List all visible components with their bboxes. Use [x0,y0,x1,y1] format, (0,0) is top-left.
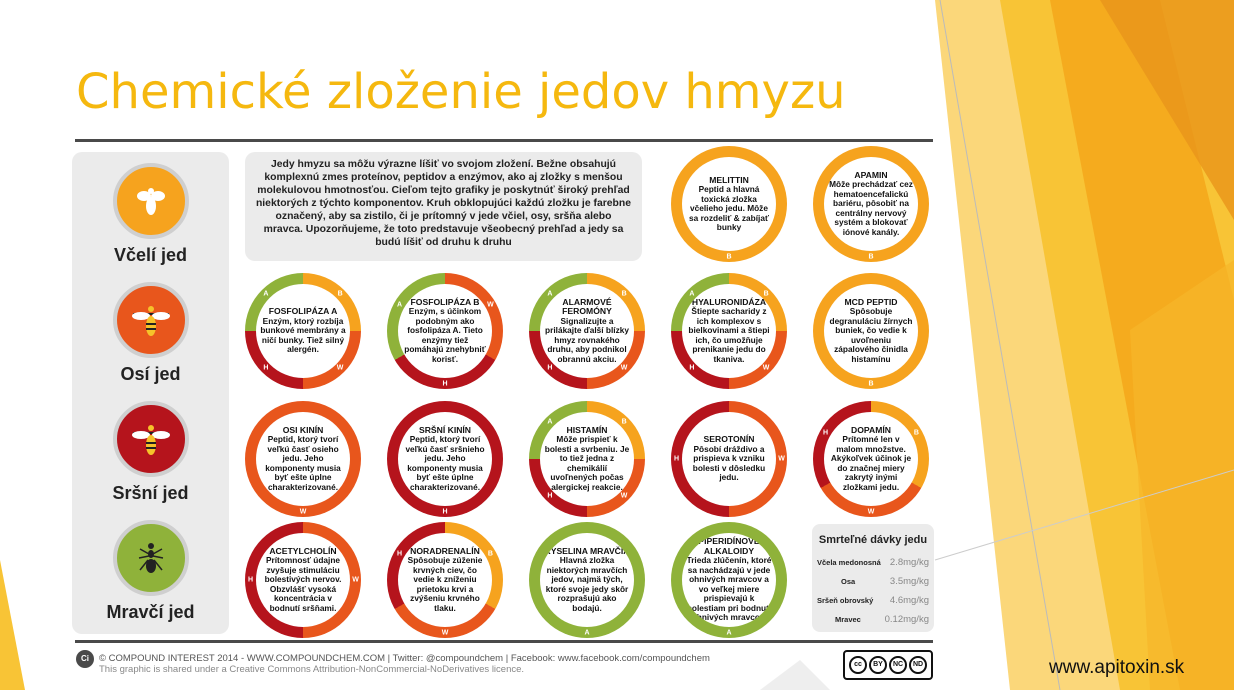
component-ring [387,273,503,389]
component-name: FOSFOLIPÁZA B [410,296,480,307]
component-description: Prítomné len v malom množstve. Akýkoľvek účinok je do značnej miery zakrytý inými zložkami jedu. [830,434,912,492]
venom-tag-H: H [547,364,553,372]
component-ring [387,401,503,517]
venom-tag-W: W [352,576,359,584]
venom-tag-A: A [547,290,553,298]
component-name: ALARMOVÉ FEROMÓNY [562,296,612,317]
component-description: Peptid a hlavná toxická zložka včelieho jedu. Môže sa rozdeliť & zabíjať bunky [689,184,769,232]
venom-tag-H: H [442,508,448,515]
component-ring [671,401,787,517]
component-ring [245,522,361,638]
component-description: Enzým, ktorý rozbíja bunkové membrány a ničí bunky. Tiež silný alergén. [260,315,346,355]
venom-tag-W: W [762,364,770,372]
component-name: PIPERIDÍNOVÉ ALKALOIDY [698,536,760,556]
dose-value: 4.6mg/kg [889,595,929,606]
venom-tag-H: H [442,380,448,387]
component-name: NORADRENALÍN [410,545,480,556]
venom-tag-W: W [299,508,307,515]
venom-tag-B: B [621,418,627,426]
component-name: SRŠNÍ KINÍN [418,424,472,435]
component-content [256,533,350,627]
venom-tag-H: H [397,550,403,558]
venom-bee [72,163,229,266]
cc-by-icon: BY [869,656,887,674]
dose-insect: Sršeň obrovský [817,596,874,605]
venom-ant [72,520,229,623]
component-name: KYSELINA MRAVČIA [544,545,630,556]
venom-tag-A: A [726,629,732,636]
venom-tag-B: B [726,253,732,260]
component-content [398,533,492,627]
component-description: Pôsobí dráždivo a prispieva k vzniku bolesti v dôsledku jedu. [692,443,766,483]
website-link[interactable]: www.apitoxin.sk [1049,657,1185,678]
venom-tag-W: W [336,364,344,372]
component-content [398,412,492,506]
cc-nc-icon: NC [889,656,907,674]
component-name: OSI KINÍN [282,424,324,435]
venom-tag-H: H [823,429,829,437]
venom-tag-B: B [487,550,493,558]
component-content [398,284,492,378]
venom-hornet [72,401,229,504]
creative-commons-badge[interactable] [843,650,933,680]
venom-tag-W: W [441,629,449,636]
component-name: FOSFOLIPÁZA A [268,306,338,317]
dose-insect: Včela medonosná [817,558,881,567]
component-description: Hlavná zložka niektorých mravčích jedov, najmä tých, ktoré svoje jedy skôr rozprašujú ako bodajú. [545,555,629,613]
component-name: ACETYLCHOLÍN [269,545,337,556]
hornet-icon [113,401,189,477]
venom-tag-W: W [487,301,494,309]
component-ring [529,522,645,638]
component-ring [529,273,645,389]
component-ring [671,522,787,638]
venom-label: Mravčí jed [106,602,195,622]
ant-icon [113,520,189,596]
dose-row [817,591,929,610]
venom-tag-A: A [689,290,695,298]
footer-credit: © COMPOUND INTEREST 2014 - WWW.COMPOUNDCHEM.COM | Twitter: @compoundchem | Facebook: www.facebook.com/compoundchem [99,653,710,664]
venom-tag-B: B [621,290,627,298]
bee-icon [113,163,189,239]
cc-icon: cc [849,656,867,674]
dose-value: 3.5mg/kg [889,576,929,587]
component-description: Prítomnosť údajne zvyšuje stimuláciu bolestivých nervov. Obzvlášť vysoká koncentrácia v bodnutí sršňami. [264,555,342,613]
venom-tag-H: H [689,364,695,372]
component-description: Spôsobuje zúženie krvných ciev, čo vedie k zníženiu prietoku krvi a zvýšeniu krvného tlaku. [407,555,483,613]
venom-tag-B: B [337,290,343,298]
footer-licence: This graphic is shared under a Creative Commons Attribution-NonCommercial-NoDerivatives licence. [99,664,525,675]
component-description: Signalizujte a prilákajte ďalší blízky hmyz rovnakého druhu, aby podnikol obrannú akciu. [545,315,629,364]
component-ring [813,146,929,262]
page-title: Chemické zloženie jedov hmyzu [76,64,846,120]
lethal-doses-panel [812,524,934,632]
component-ring [387,522,503,638]
dose-insect: Osa [841,577,856,586]
venom-label: Osí jed [120,364,181,384]
venom-tag-W: W [867,508,875,515]
component-name: SEROTONÍN [703,434,755,445]
component-name: HYALURONIDÁZA [691,296,767,307]
compound-interest-logo: Ci [76,650,94,668]
component-ring [813,273,929,389]
component-description: Peptid, ktorý tvorí veľkú časť osieho jedu. Jeho komponenty musia byť ešte úplne charakterizované. [265,434,341,492]
component-description: Trieda zlúčenín, ktoré sa nachádzajú v jede ohnivých mravcov a vo veľkej miere prispievajú k bolestiam pri bodnutí ohnivých mravcov. [686,555,772,623]
venom-tag-W: W [620,492,628,500]
component-description: Spôsobuje degranuláciu žírnych buniek, čo vedie k uvoľneniu zápalového činidla histamínu [829,306,913,364]
venom-tag-B: B [868,380,874,387]
component-ring [245,273,361,389]
venom-label: Včelí jed [113,245,188,265]
venom-tag-A: A [263,290,269,298]
footer-divider [75,640,933,643]
venom-tag-B: B [763,290,769,298]
component-description: Peptid, ktorý tvorí veľkú časť sršnieho jedu. Jeho komponenty musia byť ešte úplne charakterizované. [405,434,485,492]
component-description: Môže prispieť k bolesti a svrbeniu. Je to tiež jedna z chemikálií uvoľnených počas alergickej reakcie. [544,434,630,492]
venom-tag-A: A [584,629,590,636]
dose-row [817,610,929,629]
venom-tag-H: H [263,364,269,372]
intro-text: Jedy hmyzu sa môžu výrazne líšiť vo svojom zložení. Bežne obsahujú komplexnú zmes proteínov, peptidov a enzýmov, ako aj zložky s menšou molekulovou hmotnosťou. Cieľom tejto grafiky je poskytnúť široký prehľad niektorých z týchto komponentov. Kruh obklopujúci každú zložku je farebne označený, aby sa zistilo, či je prítomný v jede včiel, osy, sršňa alebo mravca. Upozorňujeme, že toto predstavuje všeobecný prehľad a jedy sa budú líšiť od druhu k druhu [245,152,642,261]
component-content [682,157,776,251]
dose-insect: Mravec [835,615,861,624]
component-name: MCD PEPTID [844,296,898,307]
venom-tag-B: B [913,429,919,437]
component-description: Môže prechádzať cez hematoencefalickú bariéru, pôsobiť na centrálny nervový systém a blokovať iónové kanály. [829,179,913,237]
component-content [682,533,776,627]
component-name: MELITTIN [709,174,749,185]
dose-row [817,572,929,591]
venom-legend-panel [72,152,229,634]
component-ring [813,401,929,517]
component-ring [671,273,787,389]
venom-label: Sršní jed [112,483,189,503]
title-divider [75,139,933,142]
component-name: DOPAMÍN [851,424,891,435]
venom-tag-W: W [620,364,628,372]
component-description: Enzým, s účinkom podobným ako fosfolipáza A. Tieto enzýmy tiež pomáhajú znehybniť korisť. [404,306,486,364]
venom-tag-H: H [247,576,254,584]
cc-nd-icon: ND [909,656,927,674]
wasp-icon [113,282,189,358]
venom-tag-A: A [397,301,403,309]
component-ring [671,146,787,262]
dose-row [817,553,929,572]
component-name: APAMIN [854,169,888,180]
venom-tag-H: H [547,492,553,500]
dose-value: 0.12mg/kg [884,614,929,625]
component-content [540,533,634,627]
venom-wasp [72,282,229,385]
venom-tag-W: W [778,455,785,463]
component-content [824,157,918,251]
component-description: Štiepte sacharidy z ich komplexov s bielkovinami a štiepi ich, čo umožňuje prenikanie jedu do tkaniva. [688,306,770,364]
venom-tag-A: A [547,418,553,426]
component-content [682,412,776,506]
lethal-doses-title: Smrteľné dávky jedu [818,534,928,546]
dose-value: 2.8mg/kg [889,557,929,568]
component-content [824,284,918,378]
venom-tag-H: H [673,455,680,463]
component-content [824,412,918,506]
venom-tag-B: B [868,253,874,260]
component-name: HISTAMÍN [566,424,608,435]
component-ring [529,401,645,517]
component-ring [245,401,361,517]
component-content [256,412,350,506]
